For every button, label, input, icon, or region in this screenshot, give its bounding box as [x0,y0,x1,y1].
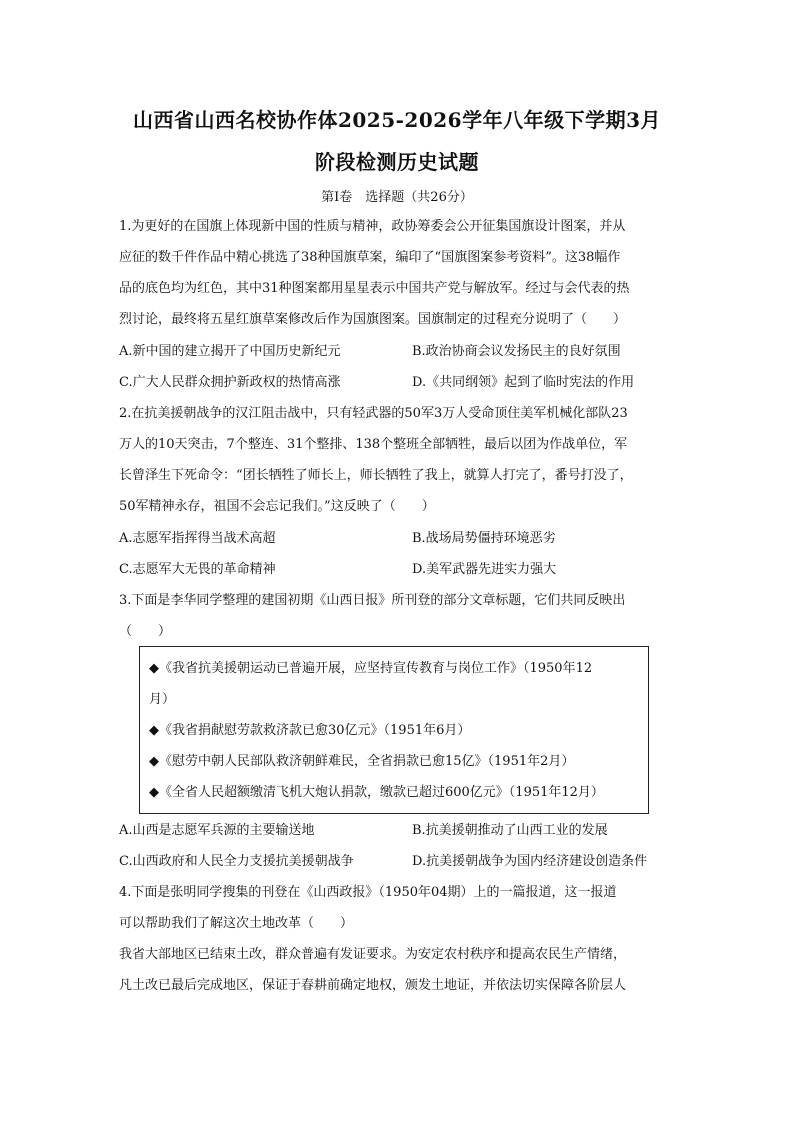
question-2-option-c: C.志愿军大无畏的革命精神 [119,562,276,577]
question-1-option-c: C.广大人民群众拥护新政权的热情高涨 [119,375,341,390]
question-1-option-a: A.新中国的建立揭开了中国历史新纪元 [119,344,341,359]
question-1-line-1: 1.为更好的在国旗上体现新中国的性质与精神，政协筹委会公开征集国旗设计图案，并从 [119,219,626,234]
question-3-option-a: A.山西是志愿军兵源的主要输送地 [119,823,315,838]
headline-2: ◆《我省捐献慰劳款救济款已愈30亿元》（1951年6月） [149,723,471,738]
question-3-option-c: C.山西政府和人民全力支援抗美援朝战争 [119,854,354,869]
question-1-line-2: 应征的数千件作品中精心挑选了38种国旗草案，编印了“国旗图案参考资料”。这38幅作 [119,250,621,265]
question-2-option-d: D.美军武器先进实力强大 [412,562,557,577]
question-2-line-1: 2.在抗美援朝战争的汉江阻击战中，只有轻武器的50军3万人受命顶住美军机械化部队23 [119,406,628,421]
headline-1-continued: 月） [149,692,176,707]
question-1-line-4: 烈讨论，最终将五星红旗草案修改后作为国旗图案。国旗制定的过程充分说明了（ ） [119,312,627,327]
headline-3: ◆《慰劳中朝人民部队救济朝鲜难民，全省捐款已愈15亿》（1951年2月） [149,754,575,769]
question-2-option-b: B.战场局势僵持环境恶劣 [412,531,556,546]
question-1-option-d: D.《共同纲领》起到了临时宪法的作用 [412,375,635,390]
question-3-line-1: 3.下面是李华同学整理的建国初期《山西日报》所刊登的部分文章标题，它们共同反映出 [119,593,626,608]
question-4-line-1: 4.下面是张明同学搜集的刊登在《山西政报》（1950年04期）上的一篇报道，这一报道 [119,885,617,900]
question-2-option-a: A.志愿军指挥得当战术高超 [119,531,276,546]
question-4-line-2: 可以帮助我们了解这次土地改革（ ） [119,916,354,931]
question-1-option-b: B.政治协商会议发扬民主的良好氛围 [412,344,621,359]
exam-title-line1: 山西省山西名校协作体2025-2026学年八年级下学期3月 [132,108,662,132]
question-3-option-d: D.抗美援朝战争为国内经济建设创造条件 [412,854,648,869]
question-2-line-3: 长曾泽生下死命令：“团长牺牲了师长上，师长牺牲了我上，就算人打完了，番号打没了， [119,468,633,483]
headline-1: ◆《我省抗美援朝运动已普遍开展，应坚持宣传教育与岗位工作》（1950年12 [149,661,593,676]
question-4-passage-line-2: 凡土改已最后完成地区，保证于春耕前确定地权，颁发土地证，并依法切实保障各阶层人 [119,978,627,993]
exam-title-line2: 阶段检测历史试题 [315,150,479,174]
question-4-passage-line-1: 我省大部地区已结束土改，群众普遍有发证要求。为安定农村秩序和提高农民生产情绪， [119,947,627,962]
question-1-line-3: 品的底色均为红色，其中31种图案都用星星表示中国共产党与解放军。经过与会代表的热 [119,281,630,296]
question-3-line-2: （ ） [119,624,172,639]
question-2-line-2: 万人的10天突击，7个整连、31个整排、138个整班全部牺牲，最后以团为作战单位，军 [119,437,628,452]
question-2-line-4: 50军精神永存，祖国不会忘记我们。”这反映了（ ） [119,499,435,514]
section-header: 第Ⅰ卷 选择题（共26分） [321,190,473,205]
question-3-option-b: B.抗美援朝推动了山西工业的发展 [412,823,608,838]
headline-4: ◆《全省人民超额缴清飞机大炮认捐款，缴款已超过600亿元》（1951年12月） [149,785,604,800]
